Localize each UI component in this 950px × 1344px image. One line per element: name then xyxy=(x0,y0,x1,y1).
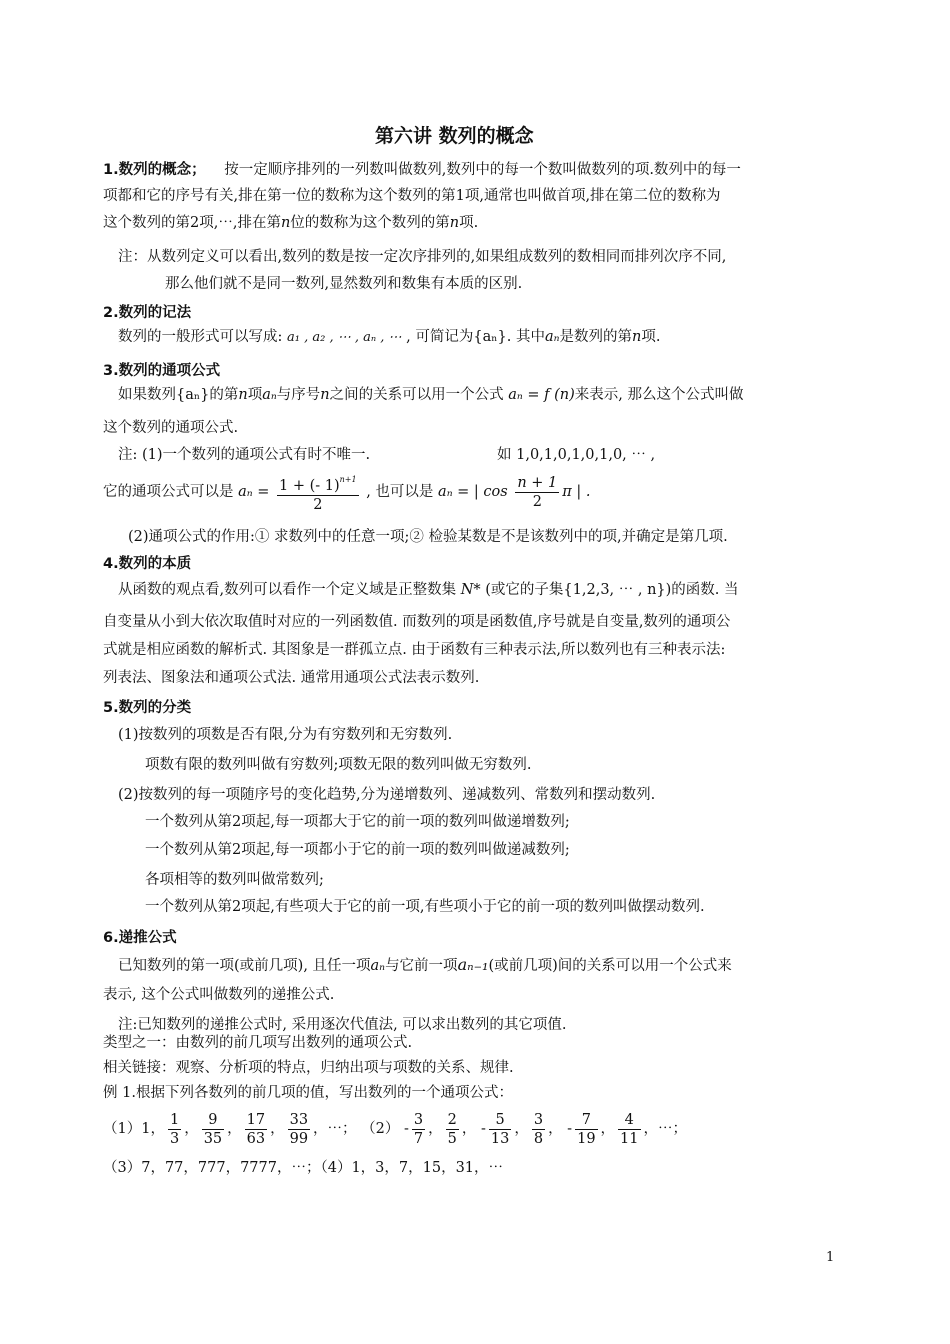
separator: ， xyxy=(600,1121,616,1137)
section-5-line-7: 一个数列从第2项起,有些项大于它的前一项,有些项小于它的前一项的数列叫做摆动数列. xyxy=(145,899,705,915)
separator: ， xyxy=(227,1121,242,1137)
section-6-line-2: 表示, 这个公式叫做数列的递推公式. xyxy=(103,987,335,1003)
text: 是数列的第 xyxy=(559,329,632,345)
seq1-fraction xyxy=(245,1111,267,1148)
section-4-line-1 xyxy=(118,580,739,600)
seq2-fraction xyxy=(575,1111,597,1148)
seq2-fraction-denominator: 13 xyxy=(490,1130,510,1147)
seq2-tail: ，⋯； xyxy=(643,1121,687,1137)
seq2-label: （2） xyxy=(361,1121,400,1137)
seq2-fraction-denominator: 8 xyxy=(533,1130,544,1147)
section-3-formula-line xyxy=(103,470,591,514)
section-5-line-4: 一个数列从第2项起,每一项都大于它的前一项的数列叫做递增数列; xyxy=(145,814,570,830)
text: , 可简记为{aₙ}. 其中 xyxy=(406,329,545,345)
seq1-fraction-denominator: 63 xyxy=(246,1130,266,1147)
formula-lhs: aₙ = xyxy=(238,484,270,500)
separator: ， xyxy=(428,1121,443,1137)
section-1-line-1 xyxy=(103,160,741,180)
seq2-fraction-denominator: 5 xyxy=(447,1130,457,1147)
seq1-fractions xyxy=(165,1111,313,1147)
seq2-fraction-numerator: 3 xyxy=(533,1111,544,1128)
numerator: n + 1 xyxy=(517,474,558,491)
seq2-fraction xyxy=(446,1111,459,1148)
var-n: n xyxy=(280,215,291,231)
seq2-fraction-numerator: 5 xyxy=(489,1111,511,1130)
section-2-line xyxy=(118,327,660,348)
seq2-fraction xyxy=(412,1111,425,1148)
text: 它的通项公式可以是 xyxy=(103,484,234,500)
text: 之间的关系可以用一个公式 xyxy=(329,387,504,403)
text: (或它的子集{1,2,3, ⋯ , n})的函数. 当 xyxy=(485,582,739,598)
section-6-note: 注:已知数列的递推公式时, 采用逐次代值法, 可以求出数列的其它项值. xyxy=(118,1017,567,1033)
seq1-fraction-denominator: 3 xyxy=(169,1130,180,1147)
seq1-fraction-numerator: 1 xyxy=(169,1111,180,1128)
text: , 也可以是 xyxy=(366,484,434,500)
section-6-line-1 xyxy=(118,955,732,976)
section-4-heading: 4.数列的本质 xyxy=(103,556,192,572)
seq2-fraction-denominator: 11 xyxy=(620,1130,639,1147)
section-3-line-1 xyxy=(118,385,743,405)
seq1-fraction xyxy=(288,1111,310,1148)
seq1-fraction-numerator: 33 xyxy=(289,1111,309,1128)
seq2-fraction-denominator: 7 xyxy=(413,1130,424,1147)
section-1-note-1: 注：从数列定义可以看出,数列的数是按一定次序排列的,如果组成数列的数相同而排列次序不同, xyxy=(118,249,727,265)
separator: - xyxy=(562,1121,573,1137)
seq1-fraction-denominator: 35 xyxy=(203,1130,223,1147)
text: 与序号 xyxy=(276,387,321,403)
separator: - xyxy=(399,1121,409,1137)
text: 这个数列的第2项,⋯,排在第 xyxy=(103,215,281,231)
seq1-tail: ，⋯； xyxy=(313,1121,357,1137)
denominator: 2 xyxy=(532,493,542,510)
page-title: 第六讲 数列的概念 xyxy=(375,125,534,147)
section-3-example: 如 1,0,1,0,1,0,1,0, ⋯ , xyxy=(497,447,656,463)
section-4-line-3: 式就是相应函数的解析式. 其图象是一群孤立点. 由于函数有三种表示法,所以数列也有三种表示法: xyxy=(103,642,726,658)
section-1-text: 按一定顺序排列的一列数叫做数列,数列中的每一个数叫做数列的项.数列中的每一 xyxy=(224,162,741,178)
seq1-label: （1）1， xyxy=(103,1121,165,1137)
section-6-heading: 6.递推公式 xyxy=(103,930,177,946)
related-link: 相关链接：观察、分析项的特点，归纳出项与项数的关系、规律. xyxy=(103,1060,514,1076)
text: 从函数的观点看,数列可以看作一个定义域是正整数集 xyxy=(118,582,457,598)
denominator: 2 xyxy=(313,496,323,513)
section-1-line-2: 项都和它的序号有关,排在第一位的数称为这个数列的第1项,通常也叫做首项,排在第二位的数称为 xyxy=(103,188,721,204)
sequence-expr: a₁ , a₂ , ⋯ , aₙ , ⋯ xyxy=(287,330,402,345)
separator: ， xyxy=(184,1121,199,1137)
text: 如果数列{aₙ}的第 xyxy=(118,387,239,403)
example-sequences-line-2: （3）7，77，777，7777，⋯；（4）1，3，7，15，31，⋯ xyxy=(103,1160,504,1176)
section-5-line-1: (1)按数列的项数是否有限,分为有穷数列和无穷数列. xyxy=(118,727,453,743)
var-n: n xyxy=(238,387,248,403)
formula-lhs: aₙ = | cos xyxy=(438,484,508,500)
section-1-heading: 1.数列的概念； xyxy=(103,162,206,178)
example-sequences-line xyxy=(103,1107,687,1151)
section-5-line-5: 一个数列从第2项起,每一项都小于它的前一项的数列叫做递减数列; xyxy=(145,842,570,858)
seq2-fraction-denominator: 19 xyxy=(577,1130,596,1147)
seq1-fraction-numerator: 17 xyxy=(246,1111,266,1128)
var-n: n xyxy=(449,215,460,231)
text: 数列的一般形式可以写成: xyxy=(118,329,283,345)
section-2-heading: 2.数列的记法 xyxy=(103,305,192,321)
section-5-line-3: (2)按数列的每一项随序号的变化趋势,分为递增数列、递减数列、常数列和摆动数列. xyxy=(118,787,656,803)
separator: ， xyxy=(270,1121,285,1137)
seq1-fraction-denominator: 99 xyxy=(289,1130,309,1147)
seq2-fraction-numerator: 7 xyxy=(575,1111,597,1130)
separator: ， xyxy=(514,1121,529,1137)
text: (或前几项)间的关系可以用一个公式来 xyxy=(488,958,732,974)
seq1-fraction-numerator: 9 xyxy=(202,1111,224,1130)
var-an-1: aₙ₋₁ xyxy=(457,955,489,974)
seq2-fraction-numerator: 2 xyxy=(447,1111,457,1128)
section-3-line-2: 这个数列的通项公式. xyxy=(103,420,239,436)
type-heading: 类型之一：由数列的前几项写出数列的通项公式. xyxy=(103,1035,413,1051)
formula-fraction-2 xyxy=(515,474,559,511)
section-1-line-3 xyxy=(103,213,478,233)
text: 来表示, 那么这个公式叫做 xyxy=(574,387,744,403)
section-3-note-1: 注: (1)一个数列的通项公式有时不唯一. xyxy=(118,447,371,463)
exponent: n+1 xyxy=(339,474,357,484)
seq2-fraction xyxy=(489,1111,511,1148)
section-5-line-2: 项数有限的数列叫做有穷数列;项数无限的数列叫做无穷数列. xyxy=(145,757,532,773)
formula-fraction xyxy=(277,471,359,514)
seq1-fraction xyxy=(202,1111,224,1148)
formula-tail: π | . xyxy=(562,484,591,500)
seq1-fraction xyxy=(168,1111,181,1148)
text: 项. xyxy=(459,215,479,231)
var-an: aₙ xyxy=(262,387,277,403)
section-5-heading: 5.数列的分类 xyxy=(103,700,192,716)
var-n: n xyxy=(631,329,642,345)
page-number: 1 xyxy=(826,1250,835,1265)
seq2-fraction xyxy=(618,1111,640,1148)
separator: - xyxy=(476,1121,486,1137)
set-N: N* xyxy=(460,582,481,598)
text: 已知数列的第一项(或前几项), 且任一项 xyxy=(118,958,371,974)
section-3-heading: 3.数列的通项公式 xyxy=(103,363,221,379)
section-4-line-2: 自变量从小到大依次取值时对应的一列函数值. 而数列的项是函数值,序号就是自变量,数列的通项公 xyxy=(103,614,731,630)
var-an: aₙ xyxy=(370,958,386,974)
text: 项 xyxy=(247,387,263,403)
separator: ， xyxy=(548,1121,563,1137)
formula-f: aₙ = f (n) xyxy=(508,387,575,403)
text: 项. xyxy=(641,329,661,345)
seq2-fraction-numerator: 3 xyxy=(413,1111,424,1128)
section-3-note-2: (2)通项公式的作用:① 求数列中的任意一项;② 检验某数是不是该数列中的项,并确定是第几项. xyxy=(128,529,728,545)
seq2-fraction-numerator: 4 xyxy=(618,1111,640,1130)
section-1-note-2: 那么他们就不是同一数列,显然数列和数集有本质的区别. xyxy=(165,276,523,292)
seq2-fraction xyxy=(532,1111,545,1148)
var-n: n xyxy=(320,387,330,403)
separator: ， xyxy=(461,1121,477,1137)
seq2-fractions xyxy=(399,1111,643,1147)
text: 位的数称为这个数列的第 xyxy=(290,215,450,231)
section-4-line-4: 列表法、图象法和通项公式法. 通常用通项公式法表示数列. xyxy=(103,670,480,686)
example-1-heading: 例 1.根据下列各数列的前几项的值，写出数列的一个通项公式： xyxy=(103,1085,513,1101)
var-an: aₙ xyxy=(544,329,560,345)
section-5-line-6: 各项相等的数列叫做常数列; xyxy=(145,872,324,888)
numerator: 1 + (- 1) xyxy=(279,477,340,494)
text: 与它前一项 xyxy=(385,958,458,974)
